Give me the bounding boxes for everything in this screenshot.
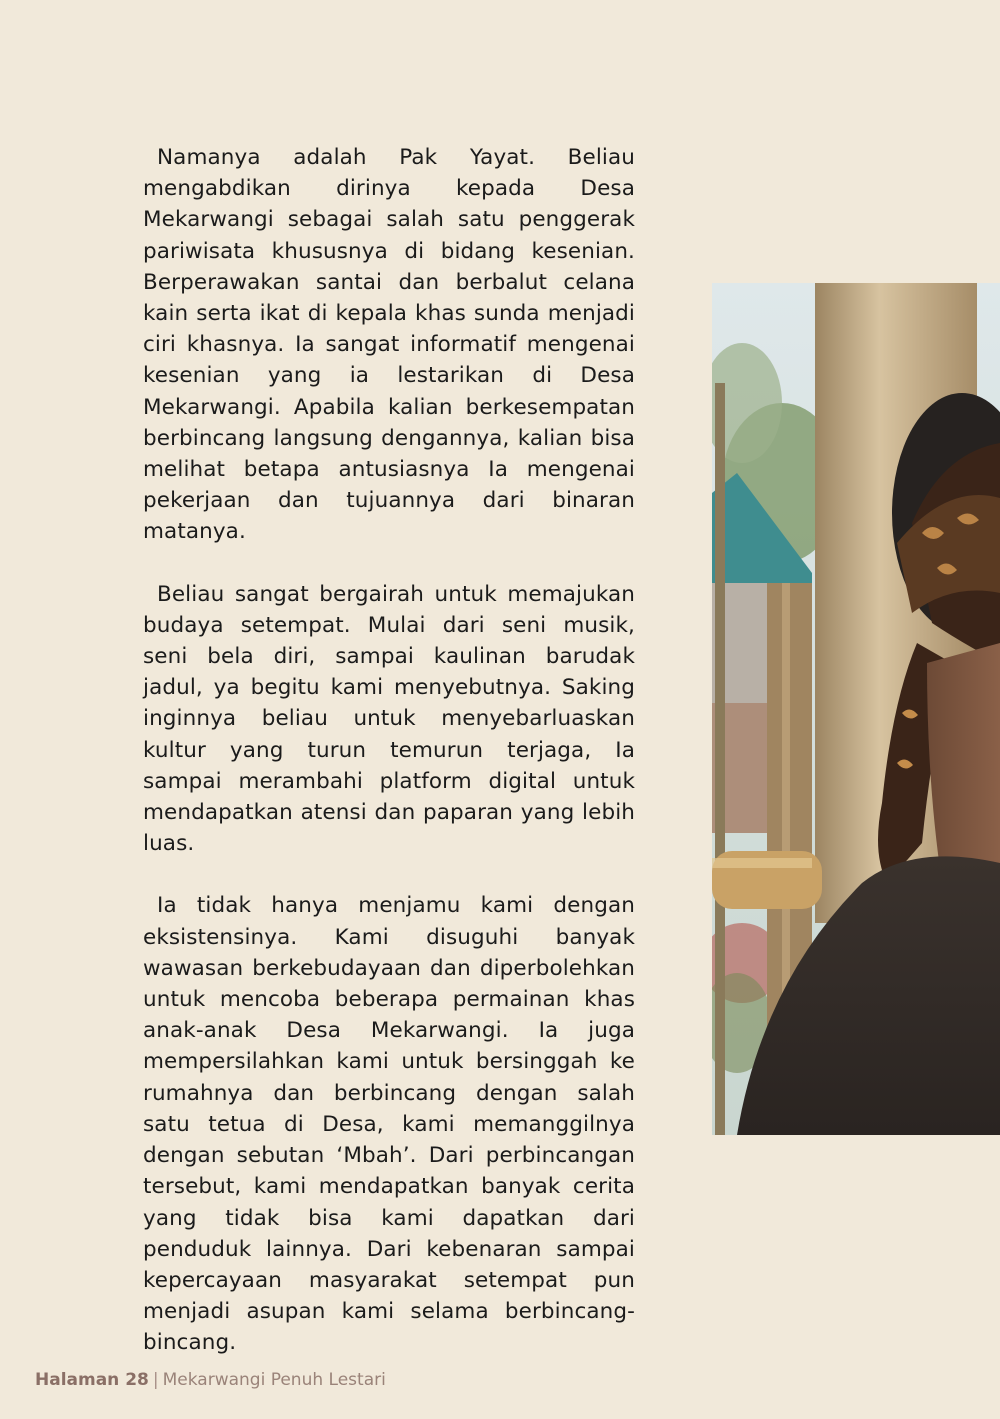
article-paragraph-2: Beliau sangat bergairah untuk memajukan budaya setempat. Mulai dari seni musik, seni bela diri, sampai kaulinan barudak jadul, ya begitu kami menyebutnya. Saking inginnya beliau untuk menyebarluaskan kultur yang turun temurun terjaga, Ia sampai merambahi platform digital untuk mendapatkan atensi dan paparan yang lebih luas. — [143, 581, 635, 857]
page-footer — [35, 1370, 386, 1390]
page-number: Halaman 28 — [35, 1370, 149, 1390]
publication-title: Mekarwangi Penuh Lestari — [162, 1370, 386, 1390]
article-paragraph-1: Namanya adalah Pak Yayat. Beliau mengabdikan dirinya kepada Desa Mekarwangi sebagai salah satu penggerak pariwisata khususnya di bidang kesenian. Berperawakan santai dan berbalut celana kain serta ikat di kepala khas sunda menjadi ciri khasnya. Ia sangat informatif mengenai kesenian yang ia lestarikan di Desa Mekarwangi. Apabila kalian berkesempatan berbincang langsung dengannya, kalian bisa melihat betapa antusiasnya Ia mengenai pekerjaan dan tujuannya dari binaran matanya. — [143, 145, 635, 545]
article-body — [143, 142, 635, 1390]
article-paragraph-3: Ia tidak hanya menjamu kami dengan eksistensinya. Kami disuguhi banyak wawasan berkebudayaan dan diperbolehkan untuk mencoba beberapa permainan khas anak-anak Desa Mekarwangi. Ia juga mempersilahkan kami untuk bersinggah ke rumahnya dan berbincang dengan salah satu tetua di Desa, kami memanggilnya dengan sebutan ‘Mbah’. Dari perbincangan tersebut, kami mendapatkan banyak cerita yang tidak bisa kami dapatkan dari penduduk lainnya. Dari kebenaran sampai kepercayaan masyarakat setempat pun menjadi asupan kami selama berbincang-bincang. — [143, 893, 635, 1356]
portrait-photo-illustration — [712, 283, 1000, 1135]
portrait-photo — [712, 283, 1000, 1135]
footer-separator: | — [152, 1370, 159, 1390]
